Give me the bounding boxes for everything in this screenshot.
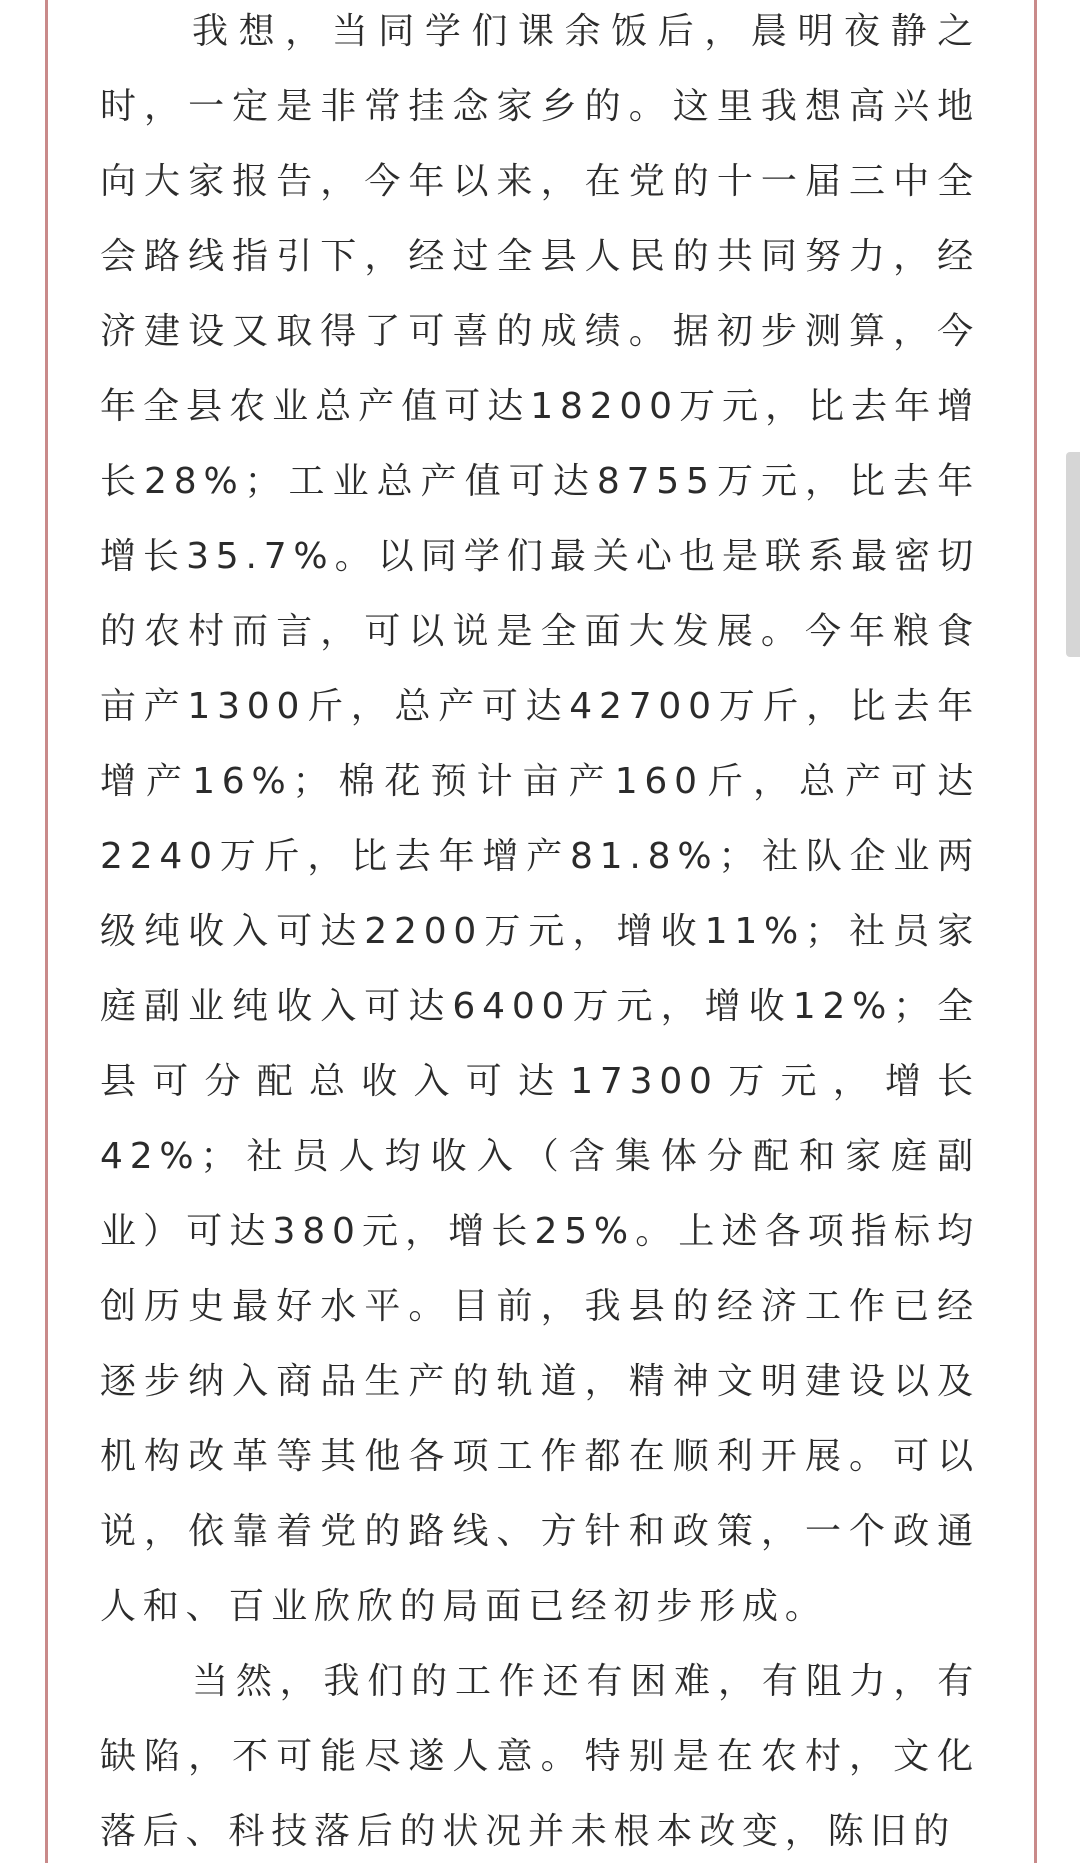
article-paragraph-2: 当然，我们的工作还有困难，有阻力，有缺陷，不可能尽遂人意。特别是在农村，文化落后、科技落后的状况并未根本改变，陈旧的	[100, 1661, 980, 1852]
page-border-right	[1034, 0, 1037, 1863]
article-paragraph-1: 我想，当同学们课余饭后，晨明夜静之时，一定是非常挂念家乡的。这里我想高兴地向大家报告，今年以来，在党的十一届三中全会路线指引下，经过全县人民的共同努力，经济建设又取得了可喜的成绩。据初步测算，今年全县农业总产值可达18200万元，比去年增长28%；工业总产值可达8755万元，比去年增长35.7%。以同学们最关心也是联系最密切的农村而言，可以说是全面大发展。今年粮食亩产1300斤，总产可达42700万斤，比去年增产16%；棉花预计亩产160斤，总产可达2240万斤，比去年增产81.8%；社队企业两级纯收入可达2200万元，增收11%；社员家庭副业纯收入可达6400万元，增收12%；全县可分配总收入可达17300万元，增长42%；社员人均收入（含集体分配和家庭副业）可达380元，增长25%。上述各项指标均创历史最好水平。目前，我县的经济工作已经逐步纳入商品生产的轨道，精神文明建设以及机构改革等其他各项工作都在顺利开展。可以说，依靠着党的路线、方针和政策，一个政通人和、百业欣欣的局面已经初步形成。	[100, 11, 980, 1627]
article-body	[100, 0, 980, 1869]
scrollbar-thumb[interactable]	[1066, 452, 1080, 657]
page-border-left	[45, 0, 48, 1863]
